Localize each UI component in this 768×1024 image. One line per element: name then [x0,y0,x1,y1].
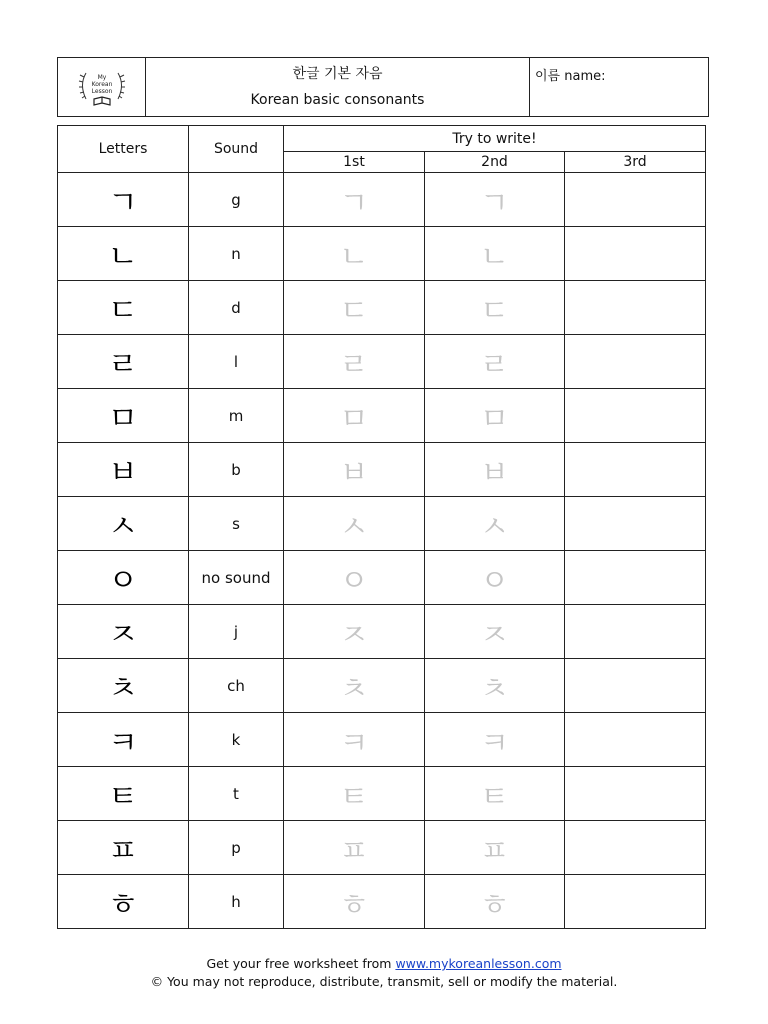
header-2nd: 2nd [425,152,565,173]
trace-cell-2nd[interactable]: ㄴ [425,227,565,281]
trace-cell-1st[interactable]: ㅅ [284,497,425,551]
trace-cell-2nd[interactable]: ㅋ [425,713,565,767]
trace-cell-1st[interactable]: ㄴ [284,227,425,281]
write-cell-3rd[interactable] [565,281,706,335]
header-try-to-write: Try to write! [284,126,706,152]
consonant-sound: n [189,227,284,281]
worksheet-title [146,58,530,116]
write-cell-3rd[interactable] [565,767,706,821]
table-row [58,767,706,821]
footer-line-1 [0,955,768,973]
consonant-sound: g [189,173,284,227]
logo-text-my: My [97,74,106,81]
consonant-sound: b [189,443,284,497]
trace-cell-1st[interactable]: ㄱ [284,173,425,227]
consonant-letter: ㅌ [58,767,189,821]
worksheet-header [57,57,709,117]
write-cell-3rd[interactable] [565,821,706,875]
name-label: 이름 name: [535,69,606,84]
consonant-letter: ㄴ [58,227,189,281]
table-row [58,875,706,929]
trace-cell-1st[interactable]: ㅁ [284,389,425,443]
write-cell-3rd[interactable] [565,497,706,551]
write-cell-3rd[interactable] [565,335,706,389]
write-cell-3rd[interactable] [565,659,706,713]
header-sound: Sound [189,126,284,173]
trace-cell-1st[interactable]: ㄷ [284,281,425,335]
table-row [58,821,706,875]
logo [58,58,146,116]
trace-cell-1st[interactable]: ㅊ [284,659,425,713]
trace-cell-2nd[interactable]: ㅂ [425,443,565,497]
table-row [58,605,706,659]
consonant-sound: p [189,821,284,875]
table-row [58,713,706,767]
trace-cell-2nd[interactable]: ㅈ [425,605,565,659]
write-cell-3rd[interactable] [565,713,706,767]
consonant-letter: ㅂ [58,443,189,497]
write-cell-3rd[interactable] [565,227,706,281]
trace-cell-2nd[interactable]: ㄷ [425,281,565,335]
table-row [58,443,706,497]
trace-cell-2nd[interactable]: ㄱ [425,173,565,227]
consonant-sound: no sound [189,551,284,605]
trace-cell-2nd[interactable]: ㅇ [425,551,565,605]
consonant-sound: t [189,767,284,821]
consonant-sound: j [189,605,284,659]
table-row [58,389,706,443]
consonant-letter: ㅅ [58,497,189,551]
trace-cell-1st[interactable]: ㅍ [284,821,425,875]
trace-cell-1st[interactable]: ㅈ [284,605,425,659]
consonant-sound: ch [189,659,284,713]
header-3rd: 3rd [565,152,706,173]
consonant-sound: h [189,875,284,929]
table-row [58,659,706,713]
write-cell-3rd[interactable] [565,875,706,929]
trace-cell-1st[interactable]: ㅎ [284,875,425,929]
footer [0,955,768,991]
consonant-letter: ㅁ [58,389,189,443]
trace-cell-2nd[interactable]: ㅅ [425,497,565,551]
laurel-book-logo-icon [74,65,130,109]
trace-cell-1st[interactable]: ㄹ [284,335,425,389]
table-row [58,335,706,389]
write-cell-3rd[interactable] [565,605,706,659]
consonant-letter: ㅋ [58,713,189,767]
header-1st: 1st [284,152,425,173]
trace-cell-2nd[interactable]: ㅁ [425,389,565,443]
trace-cell-2nd[interactable]: ㄹ [425,335,565,389]
write-cell-3rd[interactable] [565,443,706,497]
title-korean: 한글 기본 자음 [292,66,383,82]
consonant-letter: ㅎ [58,875,189,929]
consonant-sound: k [189,713,284,767]
consonant-sound: l [189,335,284,389]
consonant-letter: ㅈ [58,605,189,659]
write-cell-3rd[interactable] [565,173,706,227]
trace-cell-2nd[interactable]: ㅌ [425,767,565,821]
logo-text-korean: Korean [91,81,112,88]
trace-cell-2nd[interactable]: ㅊ [425,659,565,713]
title-english: Korean basic consonants [250,92,425,108]
trace-cell-1st[interactable]: ㅇ [284,551,425,605]
consonant-letter: ㅇ [58,551,189,605]
consonant-letter: ㄹ [58,335,189,389]
table-row [58,173,706,227]
consonant-table [57,125,706,929]
website-link[interactable]: www.mykoreanlesson.com [395,956,562,971]
consonant-sound: s [189,497,284,551]
trace-cell-1st[interactable]: ㅌ [284,767,425,821]
consonant-letter: ㅍ [58,821,189,875]
logo-text-lesson: Lesson [91,88,112,95]
copyright-notice: © You may not reproduce, distribute, transmit, sell or modify the material. [150,974,618,989]
trace-cell-1st[interactable]: ㅂ [284,443,425,497]
trace-cell-2nd[interactable]: ㅍ [425,821,565,875]
write-cell-3rd[interactable] [565,551,706,605]
footer-prefix: Get your free worksheet from [206,956,392,971]
consonant-sound: m [189,389,284,443]
name-field[interactable] [530,58,708,116]
header-letters: Letters [58,126,189,173]
trace-cell-1st[interactable]: ㅋ [284,713,425,767]
consonant-sound: d [189,281,284,335]
trace-cell-2nd[interactable]: ㅎ [425,875,565,929]
table-row [58,551,706,605]
consonant-letter: ㄱ [58,173,189,227]
table-row [58,497,706,551]
consonant-letter: ㅊ [58,659,189,713]
consonant-letter: ㄷ [58,281,189,335]
table-row [58,281,706,335]
table-row [58,227,706,281]
write-cell-3rd[interactable] [565,389,706,443]
